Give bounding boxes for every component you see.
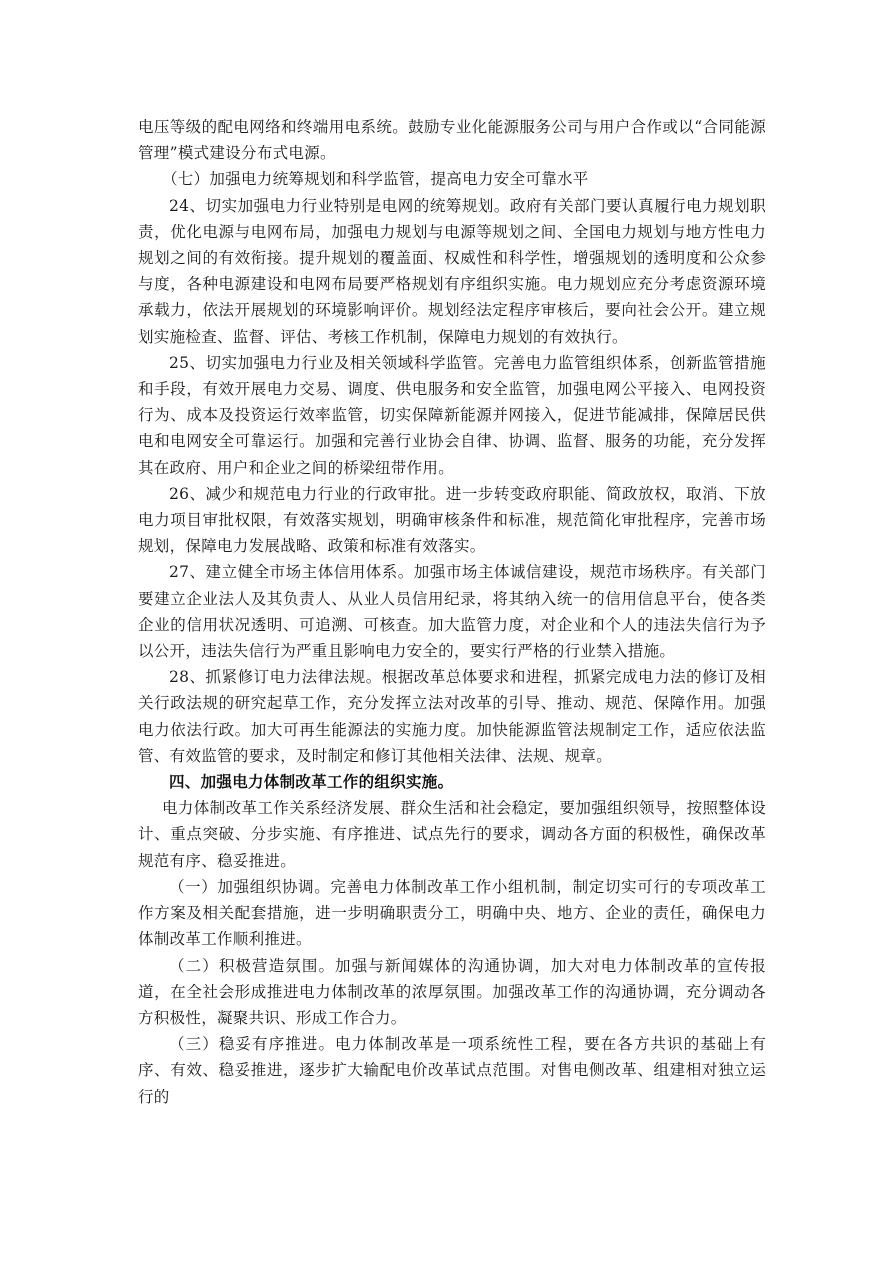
subsection-heading-7: （七）加强电力统筹规划和科学监管，提高电力安全可靠水平	[162, 170, 589, 189]
paragraph-subsection-2: （二）积极营造氛围。加强与新闻媒体的沟通协调，加大对电力体制改革的宣传报道，在全社会形成推进电力体制改革的浓厚氛围。加强改革工作的沟通协调，充分调动各方积极性，凝聚共识、形成工作合力。	[138, 956, 766, 1027]
paragraph-item-27: 27、建立健全市场主体信用体系。加强市场主体诚信建设，规范市场秩序。有关部门要建立企业法人及其负责人、从业人员信用纪录，将其纳入统一的信用信息平台，使各类企业的信用状况透明、可追溯、可核查。加大监管力度，对企业和个人的违法失信行为予以公开，违法失信行为严重且影响电力安全的，要实行严格的行业禁入措施。	[138, 563, 766, 661]
paragraph-section-4-intro: 电力体制改革工作关系经济发展、群众生活和社会稳定，要加强组织领导，按照整体设计、重点突破、分步实施、有序推进、试点先行的要求，调动各方面的积极性，确保改革规范有序、稳妥推进。	[138, 799, 766, 870]
paragraph-item-24: 24、切实加强电力行业特别是电网的统筹规划。政府有关部门要认真履行电力规划职责，优化电源与电网布局，加强电力规划与电源等规划之间、全国电力规划与地方性电力规划之间的有效衔接。提升规划的覆盖面、权威性和科学性，增强规划的透明度和公众参与度，各种电源建设和电网布局要严格规划有序组织实施。电力规划应充分考虑资源环境承载力，依法开展规划的环境影响评价。规划经法定程序审核后，要向社会公开。建立规划实施检查、监督、评估、考核工作机制，保障电力规划的有效执行。	[138, 196, 766, 346]
paragraph-item-28: 28、抓紧修订电力法律法规。根据改革总体要求和进程，抓紧完成电力法的修订及相关行政法规的研究起草工作，充分发挥立法对改革的引导、推动、规范、保障作用。加强电力依法行政。加大可再生能源法的实施力度。加快能源监管法规制定工作，适应依法监管、有效监管的要求，及时制定和修订其他相关法律、法规、规章。	[138, 668, 766, 765]
paragraph-item-25: 25、切实加强电力行业及相关领域科学监管。完善电力监管组织体系，创新监管措施和手段，有效开展电力交易、调度、供电服务和安全监管，加强电网公平接入、电网投资行为、成本及投资运行效率监管，切实保障新能源并网接入，促进节能减排，保障居民供电和电网安全可靠运行。加强和完善行业协会自律、协调、监督、服务的功能，充分发挥其在政府、用户和企业之间的桥梁纽带作用。	[138, 353, 766, 477]
document-body	[138, 114, 766, 1110]
paragraph-item-26: 26、减少和规范电力行业的行政审批。进一步转变政府职能、简政放权，取消、下放电力项目审批权限，有效落实规划，明确审核条件和标准，规范简化审批程序，完善市场规划，保障电力发展战略、政策和标准有效落实。	[138, 484, 766, 556]
paragraph-subsection-1: （一）加强组织协调。完善电力体制改革工作小组机制，制定切实可行的专项改革工作方案及相关配套措施，进一步明确职责分工，明确中央、地方、企业的责任，确保电力体制改革工作顺利推进。	[138, 877, 766, 949]
paragraph-subsection-3: （三）稳妥有序推进。电力体制改革是一项系统性工程，要在各方共识的基础上有序、有效、稳妥推进，逐步扩大输配电价改革试点范围。对售电侧改革、组建相对独立运行的	[138, 1035, 766, 1106]
section-heading-4: 四、加强电力体制改革工作的组织实施。	[169, 772, 454, 792]
paragraph-continuation: 电压等级的配电网络和终端用电系统。鼓励专业化能源服务公司与用户合作或以“合同能源管理”模式建设分布式电源。	[138, 118, 766, 163]
